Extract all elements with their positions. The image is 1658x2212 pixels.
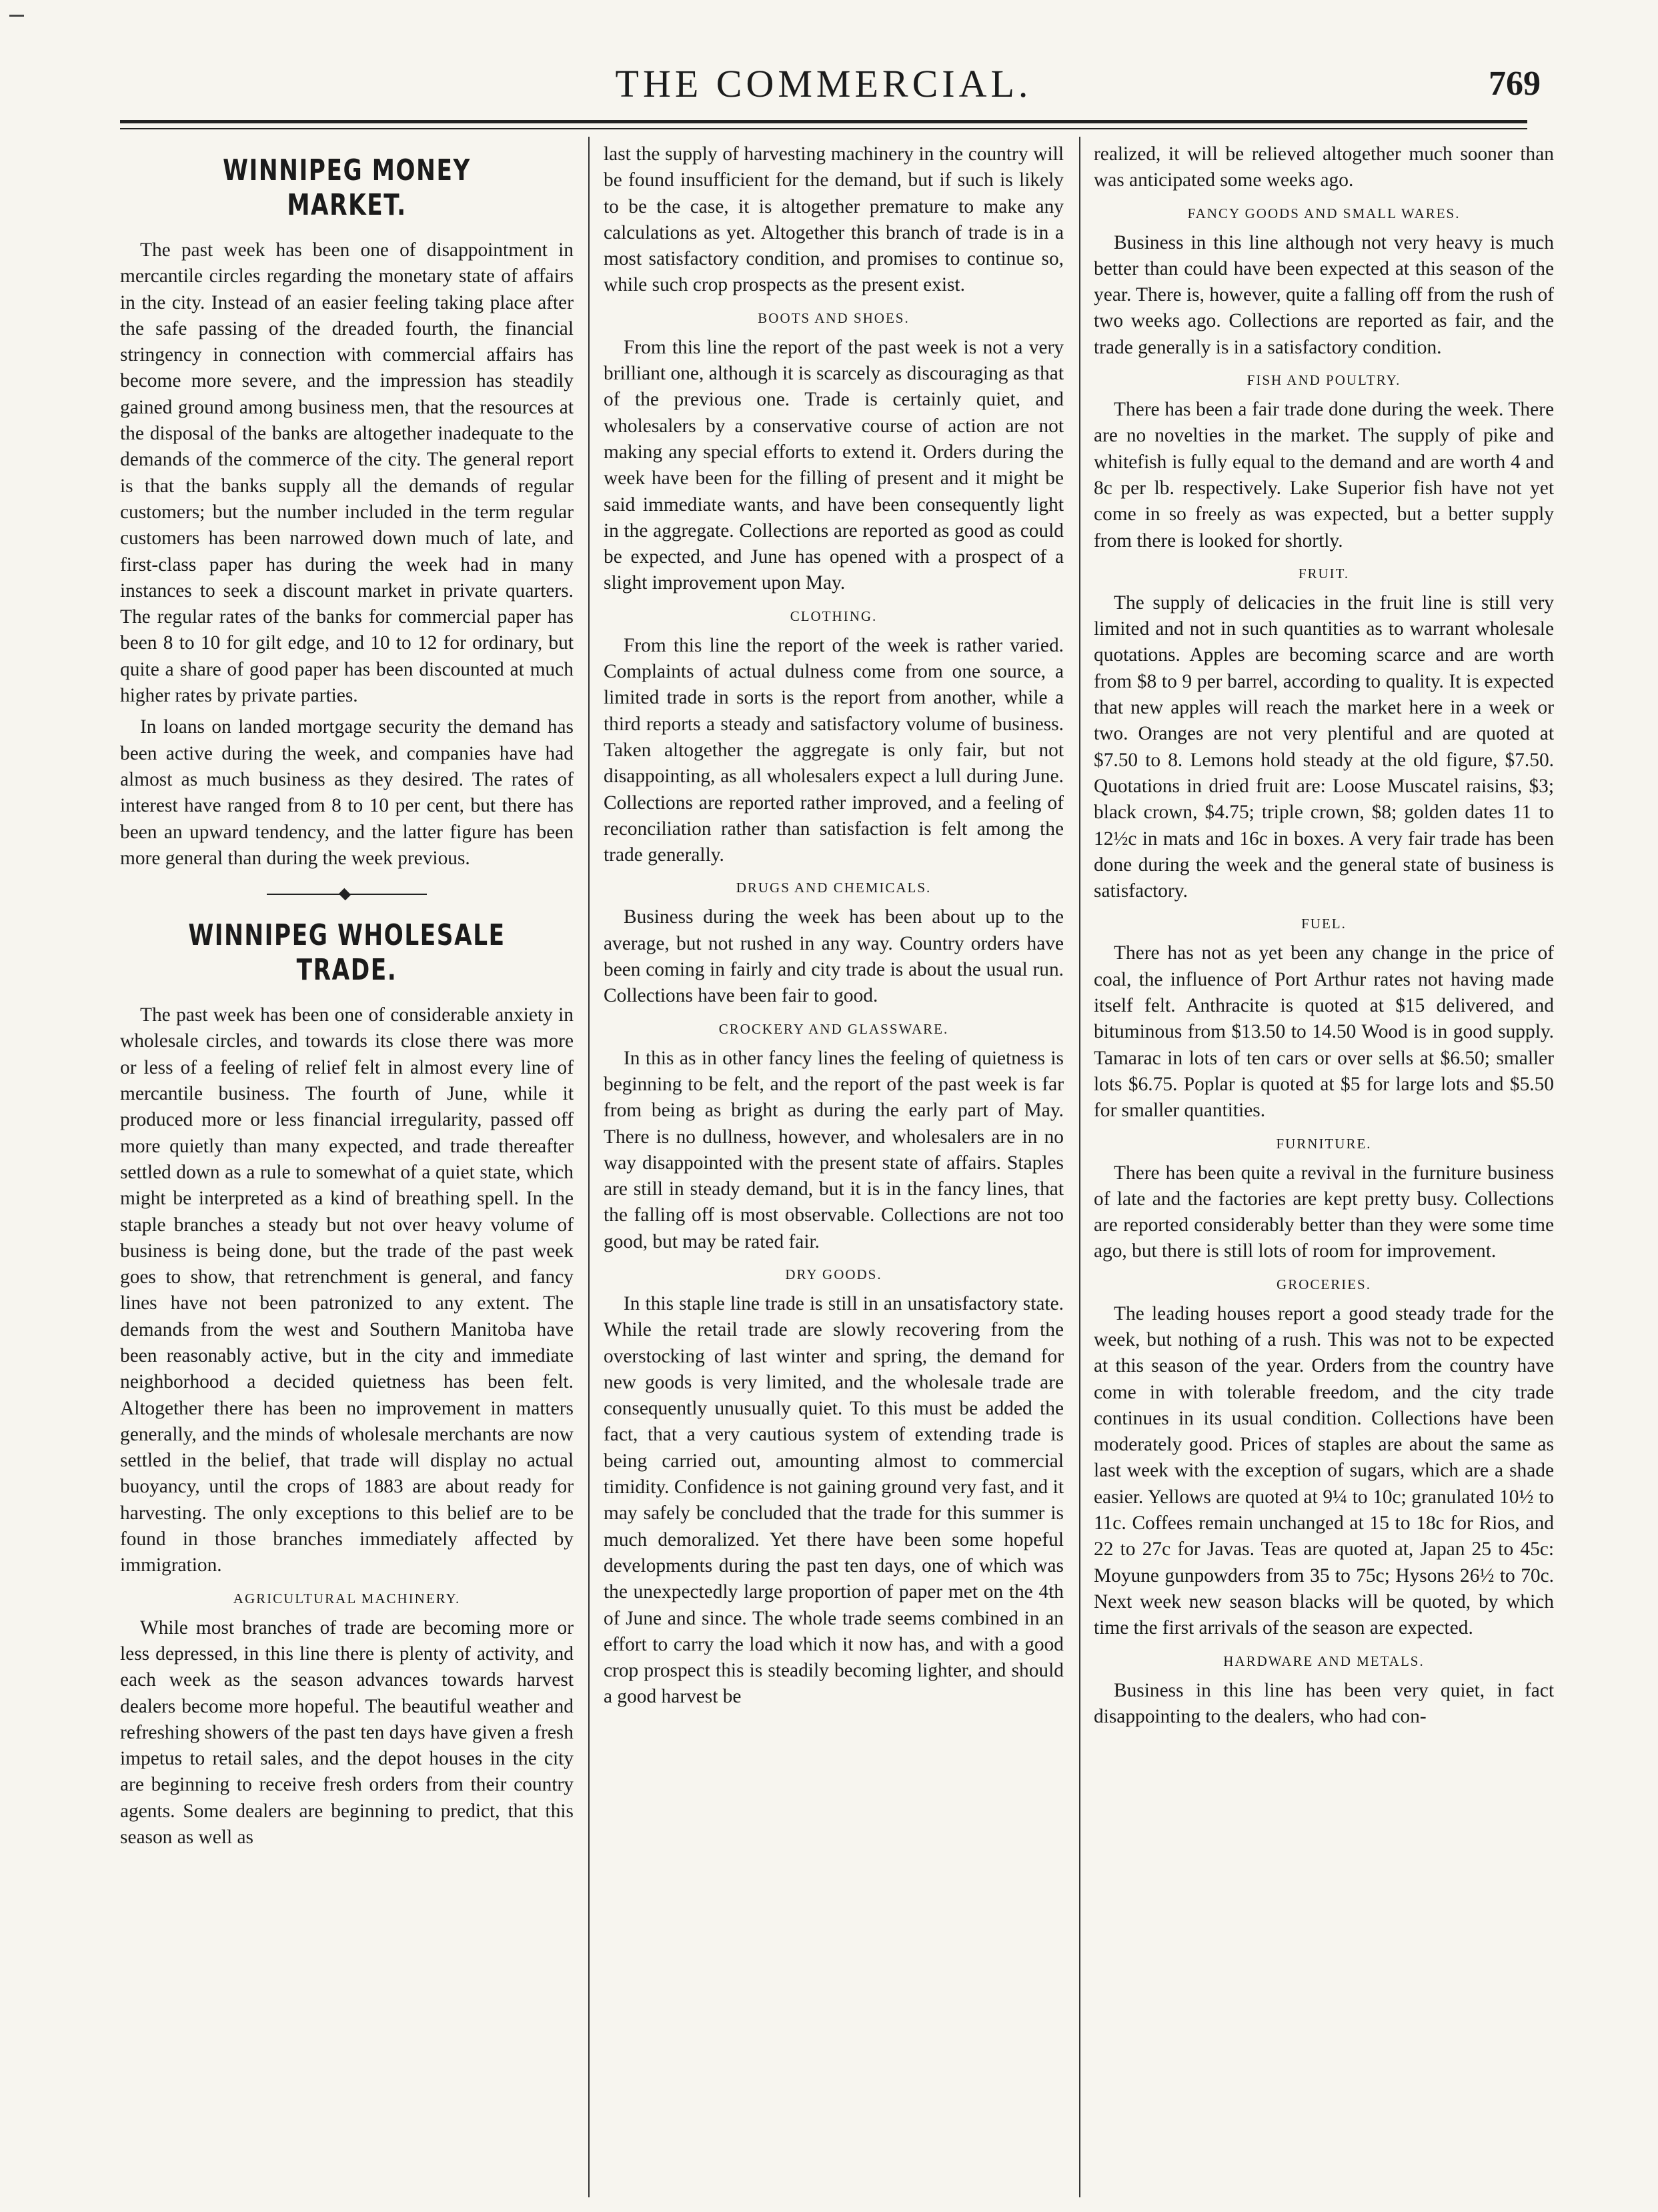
fruit-subhead: FRUIT.: [1298, 565, 1350, 582]
column-divider-1: [588, 137, 590, 2197]
money-market-headline: WINNIPEG MONEY MARKET.: [223, 153, 471, 222]
groceries-subhead: GROCERIES.: [1277, 1276, 1371, 1292]
hardware-metals-subhead: HARDWARE AND METALS.: [1223, 1652, 1425, 1669]
fish-poultry-subhead: FISH AND POULTRY.: [1247, 372, 1401, 389]
fuel-subhead: FUEL.: [1301, 916, 1347, 932]
page-number: 769: [1489, 65, 1541, 103]
masthead: [120, 61, 1541, 115]
edge-mark: [9, 15, 24, 17]
clothing-subhead: CLOTHING.: [790, 608, 878, 624]
boots-shoes-subhead: BOOTS AND SHOES.: [758, 309, 910, 326]
drugs-subhead: DRUGS AND CHEMICALS.: [736, 880, 932, 896]
column-1: [120, 141, 574, 2195]
fuel-paragraph: There has not as yet been any change in the price of coal, the influence of Port Arthur rates not having made itself felt. Anthracite is quoted at $15 delivered, and bituminous from $13.50 to 14.50 Wood is in good supply. Tamarac in lots of ten cars or over sells at $6.50; smaller lots $6.75. Poplar is quoted at $5 for large lots and $5.50 for smaller quantities.: [1094, 942, 1554, 1122]
fancy-goods-paragraph: Business in this line although not very heavy is much better than could have been expected at this season of the year. There is, however, quite a falling off from the rush of two weeks ago. Collections are reported as fair, and the trade generally is in a satisfactory condition.: [1094, 231, 1554, 358]
furniture-paragraph: There has been quite a revival in the furniture business of late and the factories are kept pretty busy. Collections are reported considerably better than they were some time ago, but there is still lots of room for improvement.: [1094, 1162, 1554, 1262]
masthead-rule-thin: [120, 128, 1527, 129]
fish-poultry-paragraph: There has been a fair trade done during the week. There are no novelties in the market. The supply of pike and whitefish is fully equal to the demand and are worth 4 and 8c per lb. respectively. Lake Superior fish have not yet come in so freely as was expected, but a better supply from there is looked for shortly.: [1094, 399, 1554, 551]
crockery-subhead: CROCKERY AND GLASSWARE.: [718, 1020, 949, 1037]
boots-shoes-paragraph: From this line the report of the past week is not a very brilliant one, although it is scarcely as discouraging as that of the previous one. Trade is certainly quiet, and wholesalers by a conservative course of action are not making any special efforts to extend it. Orders during the week have been for the filling of present and it might be said immediate wants, and have been consequently light in the aggregate. Collections are reported as good as could be expected, and June has opened with a prospect of a slight improvement upon May.: [604, 336, 1064, 594]
groceries-paragraph: The leading houses report a good steady trade for the week, but nothing of a rush. This was not to be expected at this season of the year. Orders from the country have come in with tolerable freedom, and the city trade continues in its usual condition. Collections have been moderately good. Prices of staples are about the same as last week with the exception of sugars, which are a shade easier. Yellows are quoted at 9¼ to 10c; granulated 10½ to 11c. Coffees remain unchanged at 15 to 18c for Rios, and 22 to 27c for Javas. Teas are quoted at, Japan 25 to 45c: Moyune gunpowders from 35 to 75c; Hysons 26½ to 70c. Next week new season blacks will be quoted, by which time the first arrivals of the season are expected.: [1094, 1302, 1554, 1639]
wholesale-trade-paragraph: The past week has been one of considerable anxiety in wholesale circles, and towards its close there was more or less of a feeling of relief felt in almost every line of mercantile business. The fourth of June, while it produced more or less financial irregularity, passed off more quietly than many expected, and trade thereafter settled down as a rule to somewhat of a quiet state, which might be interpreted as a kind of breathing spell. In the staple branches a steady but not over heavy volume of business is being done, but the trade of the past week goes to show, that retrenchment is general, and fancy lines have not been patronized to any extent. The demands from the west and Southern Manitoba have been reasonably active, but in the city and immediate neighborhood a decided quietness has been felt. Altogether there has been no improvement in matters generally, and the minds of wholesale merchants are now settled in the belief, that trade will display no actual buoyancy, until the crops of 1883 are about ready for harvesting. The only exceptions to this belief are to be found in those branches immediately affected by immigration.: [120, 1004, 574, 1576]
furniture-subhead: FURNITURE.: [1276, 1135, 1372, 1152]
hardware-metals-paragraph: Business in this line has been very quiet, in fact disappointing to the dealers, who had con-: [1094, 1679, 1554, 1727]
clothing-paragraph: From this line the report of the week is rather varied. Complaints of actual dulness come from one source, a limited trade in sorts is the report from another, while a third reports a steady and satisfactory volume of business. Taken altogether the aggregate is only fair, but not disappointing, as all wholesalers expect a lull during June. Collections are reported rather improved, and a feeling of reconciliation rather than satisfaction is felt among the trade generally.: [604, 634, 1064, 866]
agricultural-machinery-continued: last the supply of harvesting machinery in the country will be found insufficient for the demand, but if such is likely to be the case, it is altogether premature to make any calculations as yet. Altogether this branch of trade is in a most satisfactory condition, and promises to continue so, while such crop prospects as the present exist.: [604, 143, 1064, 296]
agricultural-machinery-paragraph: While most branches of trade are becoming more or less depressed, in this line there is plenty of activity, and each week as the season advances towards harvest dealers become more hopeful. The beautiful weather and refreshing showers of the past ten days have given a fresh impetus to retail sales, and the depot houses in the city are beginning to receive fresh orders from their country agents. Some dealers are beginning to predict, that this season as well as: [120, 1616, 574, 1849]
column-2: [604, 141, 1064, 2195]
dry-goods-subhead: DRY GOODS.: [785, 1266, 882, 1282]
masthead-title: THE COMMERCIAL.: [615, 62, 1032, 105]
column-divider-2: [1079, 137, 1080, 2197]
dry-goods-continued: realized, it will be relieved altogether much sooner than was anticipated some weeks ago.: [1094, 143, 1554, 191]
drugs-paragraph: Business during the week has been about up to the average, but not rushed in any way. Country orders have been coming in fairly and city trade is about the usual run. Collections have been fair to good.: [604, 906, 1064, 1007]
wholesale-trade-headline: WINNIPEG WHOLESALE TRADE.: [188, 918, 506, 988]
column-3: [1094, 141, 1554, 2195]
agricultural-machinery-subhead: AGRICULTURAL MACHINERY.: [233, 1590, 461, 1606]
fruit-paragraph: The supply of delicacies in the fruit line is still very limited and not in such quantities as to warrant wholesale quotations. Apples are becoming scarce and are worth from $8 to 9 per barrel, according to quality. It is expected that new apples will reach the market here in a week or two. Oranges are not very plentiful and are quoted at $7.50 to 8. Lemons hold steady at the old figure, $7.50. Quotations in dried fruit are: Loose Muscatel raisins, $3; black crown, $4.75; triple crown, $8; golden dates 11 to 12½c in mats and 16c in boxes. A very fair trade has been done during the week and the general state of business is satisfactory.: [1094, 592, 1554, 902]
money-market-paragraph: In loans on landed mortgage security the demand has been active during the week, and companies have had almost as much business as they desired. The rates of interest have ranged from 8 to 10 per cent, but there has been an upward tendency, and the latter figure has been more general than during the week previous.: [120, 716, 574, 869]
section-ornament: [267, 890, 427, 898]
money-market-paragraph: The past week has been one of disappointment in mercantile circles regarding the monetary state of affairs in the city. Instead of an easier feeling taking place after the safe passing of the dreaded fourth, the financial stringency in connection with commercial affairs has become more severe, and the impression has steadily gained ground among business men, that the resources at the disposal of the banks are altogether inadequate to the demands of the commerce of the city. The general report is that the banks supply all the demands of regular customers; but the number included in the term regular customers has been narrowed down much of late, and first-class paper has during the week had in many instances to seek a discount market in private quarters. The regular rates of the banks for commercial paper has been 8 to 10 for gilt edge, and 10 to 12 for ordinary, but quite a share of good paper has been discounted at much higher rates by private parties.: [120, 239, 574, 707]
masthead-rule-thick: [120, 120, 1527, 123]
fancy-goods-subhead: FANCY GOODS AND SMALL WARES.: [1187, 205, 1461, 221]
dry-goods-paragraph: In this staple line trade is still in an unsatisfactory state. While the retail trade are slowly recovering from the overstocking of last winter and spring, the demand for new goods is very limited, and the wholesale trade are consequently unusually quiet. To this must be added the fact, that a very cautious system of extending trade is being carried out, amounting almost to commercial timidity. Confidence is not gaining ground very fast, and it may safely be concluded that the trade for this summer is much demoralized. Yet there have been some hopeful developments during the past ten days, one of which was the unexpectedly large proportion of paper met on the 4th of June and since. The whole trade seems combined in an effort to carry the load which it now has, and with a good crop prospect this is steadily becoming lighter, and should a good harvest be: [604, 1292, 1064, 1708]
crockery-paragraph: In this as in other fancy lines the feeling of quietness is beginning to be felt, and the report of the past week is far from being as bright as during the early part of May. There is no dullness, however, and wholesalers are in no way disappointed with the present state of affairs. Staples are still in steady demand, but it is in the fancy lines, that the falling off is most observable. Collections are not too good, but may be rated fair.: [604, 1047, 1064, 1252]
